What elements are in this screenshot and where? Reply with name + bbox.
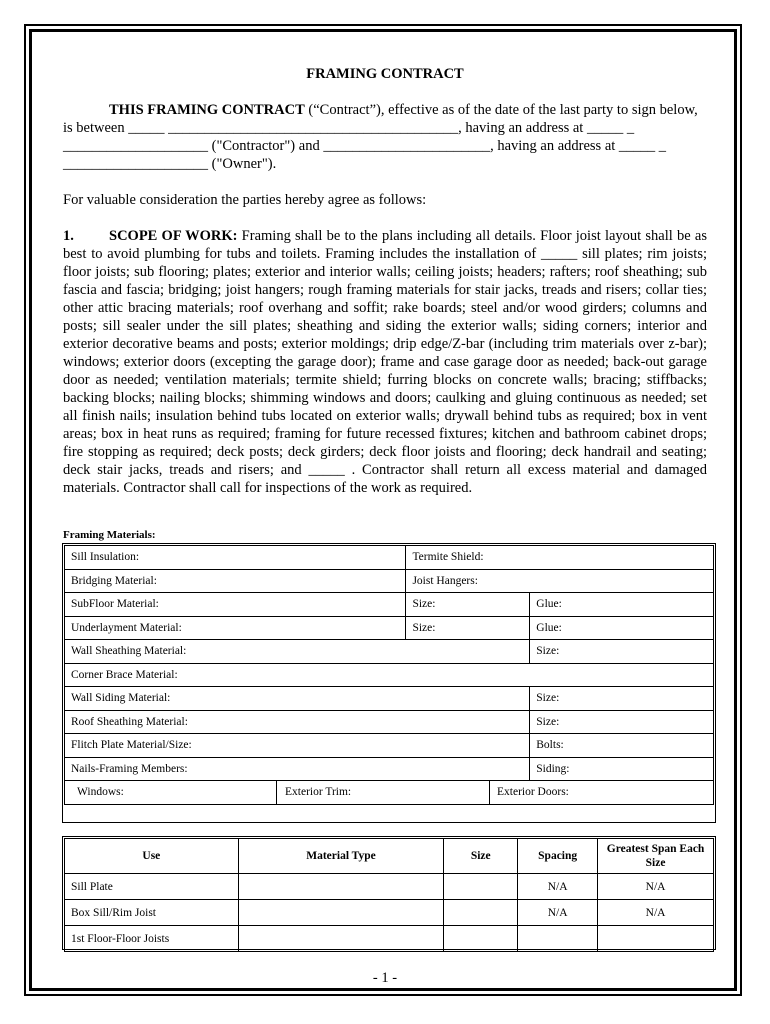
roof-sheathing-material-cell[interactable]: Roof Sheathing Material: xyxy=(65,710,530,734)
flitch-plate-cell[interactable]: Flitch Plate Material/Size: xyxy=(65,734,530,758)
table-cell: Box Sill/Rim Joist xyxy=(65,900,239,926)
table-row xyxy=(65,926,714,952)
subfloor-size-cell[interactable]: Size: xyxy=(406,593,530,617)
table-cell[interactable] xyxy=(444,926,518,952)
framing-materials-heading: Framing Materials: xyxy=(63,529,156,541)
table-cell: N/A xyxy=(598,874,714,900)
table-cell: N/A xyxy=(518,900,598,926)
page-number: - 1 - xyxy=(372,970,398,986)
consideration-paragraph: For valuable consideration the parties hereby agree as follows: xyxy=(63,192,427,208)
subfloor-material-cell[interactable]: SubFloor Material: xyxy=(65,593,406,617)
underlayment-glue-cell[interactable]: Glue: xyxy=(530,616,714,640)
framing-materials-table xyxy=(64,545,714,805)
exterior-doors-cell[interactable]: Exterior Doors: xyxy=(497,786,569,798)
roof-sheathing-size-cell[interactable]: Size: xyxy=(530,710,714,734)
table-row xyxy=(65,616,714,640)
table-row xyxy=(65,640,714,664)
siding-cell[interactable]: Siding: xyxy=(530,757,714,781)
table-row xyxy=(65,710,714,734)
bridging-material-cell[interactable]: Bridging Material: xyxy=(65,569,406,593)
table-cell[interactable] xyxy=(238,874,444,900)
header-size: Size xyxy=(444,839,518,874)
scope-number: 1. xyxy=(63,228,74,244)
wall-siding-size-cell[interactable]: Size: xyxy=(530,687,714,711)
table-row xyxy=(65,569,714,593)
header-use: Use xyxy=(65,839,239,874)
header-material-type: Material Type xyxy=(238,839,444,874)
table-row xyxy=(65,734,714,758)
table-row xyxy=(65,546,714,570)
table-cell[interactable] xyxy=(444,900,518,926)
table-row xyxy=(65,757,714,781)
nails-framing-cell[interactable]: Nails-Framing Members: xyxy=(65,757,530,781)
table-cell: Sill Plate xyxy=(65,874,239,900)
corner-brace-material-cell[interactable]: Corner Brace Material: xyxy=(65,663,714,687)
table-cell: N/A xyxy=(518,874,598,900)
scope-text: Framing shall be to the plans including all details. Floor joist layout shall be as best to avoid plumbing for tubs and toilets. Framing includes the installation of _____ sill plates; rim joists; floor joists; sub flooring; plates; exterior and interior walls; ceiling joists; headers; rafters; roof sheathing; sub fascia and fascia; bridging; joist hangers; rough framing materials for stair jacks, treads and risers; collar ties; other attic bracing materials; roof overhang and soffit; rake boards; steel and/or wood girders; columns and posts; sill sealer under the sill plates; sheathing and siding the exterior walls; siding corners; interior and exterior decorative beams and posts; exterior moldings; drip edge/Z-bar (including trim materials over z-bar); windows; exterior doors (excepting the garage door); frame and case garage door as needed; back-out garage door as needed; ventilation materials; termite shield; furring blocks on concrete walls; bracing; stiffbacks; backing blocks; nailing blocks; shimming windows and doors; caulking and gluing continuous as needed; set all finish nails; insulation behind tubs located on exterior walls; drywall behind tubs as required; box in vent areas; box in heat runs as required; framing for future recessed fixtures; kitchen and bathroom cabinet drops; fire stopping as required; deck posts; deck girders; deck floor joists and flooring; deck handrail and seating; deck stair jacks, treads and risers; and _____ . Contractor shall return all excess material and damaged materials. Contractor shall call for inspections of the work as required. xyxy=(63,228,707,496)
table-row xyxy=(65,687,714,711)
header-spacing: Spacing xyxy=(518,839,598,874)
table-row xyxy=(65,900,714,926)
scope-heading: SCOPE OF WORK: xyxy=(109,228,238,244)
header-greatest-span: Greatest Span Each Size xyxy=(598,839,714,874)
intro-text: (“Contract”), effective as of the date of the last party to sign below, is between _____ ________________________________________, having an address at _____ _ ____________________ ("Contractor") and _______________________, having an address at _____ _ ____________________ ("Owner"). xyxy=(63,102,698,172)
termite-shield-cell[interactable]: Termite Shield: xyxy=(406,546,714,570)
windows-cell[interactable]: Windows: xyxy=(65,781,277,804)
table-header-row xyxy=(65,839,714,874)
table-cell[interactable] xyxy=(518,926,598,952)
joist-hangers-cell[interactable]: Joist Hangers: xyxy=(406,569,714,593)
table-row xyxy=(65,663,714,687)
table-cell[interactable] xyxy=(598,926,714,952)
use-material-table xyxy=(64,838,714,952)
bolts-cell[interactable]: Bolts: xyxy=(530,734,714,758)
windows-trim-doors-row xyxy=(65,781,714,805)
underlayment-size-cell[interactable]: Size: xyxy=(406,616,530,640)
intro-paragraph xyxy=(63,101,707,173)
table-cell[interactable] xyxy=(444,874,518,900)
table-row xyxy=(65,593,714,617)
table-cell: 1st Floor-Floor Joists xyxy=(65,926,239,952)
table-cell[interactable] xyxy=(238,926,444,952)
underlayment-material-cell[interactable]: Underlayment Material: xyxy=(65,616,406,640)
intro-bold-lead: THIS FRAMING CONTRACT xyxy=(109,102,305,118)
sill-insulation-cell[interactable]: Sill Insulation: xyxy=(65,546,406,570)
scope-of-work-paragraph xyxy=(63,227,707,497)
table-cell: N/A xyxy=(598,900,714,926)
table-cell[interactable] xyxy=(238,900,444,926)
wall-sheathing-size-cell[interactable]: Size: xyxy=(530,640,714,664)
wall-sheathing-material-cell[interactable]: Wall Sheathing Material: xyxy=(65,640,530,664)
table-row xyxy=(65,781,714,805)
exterior-trim-cell[interactable]: Exterior Trim: xyxy=(277,781,490,804)
wall-siding-material-cell[interactable]: Wall Siding Material: xyxy=(65,687,530,711)
table-row xyxy=(65,874,714,900)
subfloor-glue-cell[interactable]: Glue: xyxy=(530,593,714,617)
document-title: FRAMING CONTRACT xyxy=(306,66,464,82)
